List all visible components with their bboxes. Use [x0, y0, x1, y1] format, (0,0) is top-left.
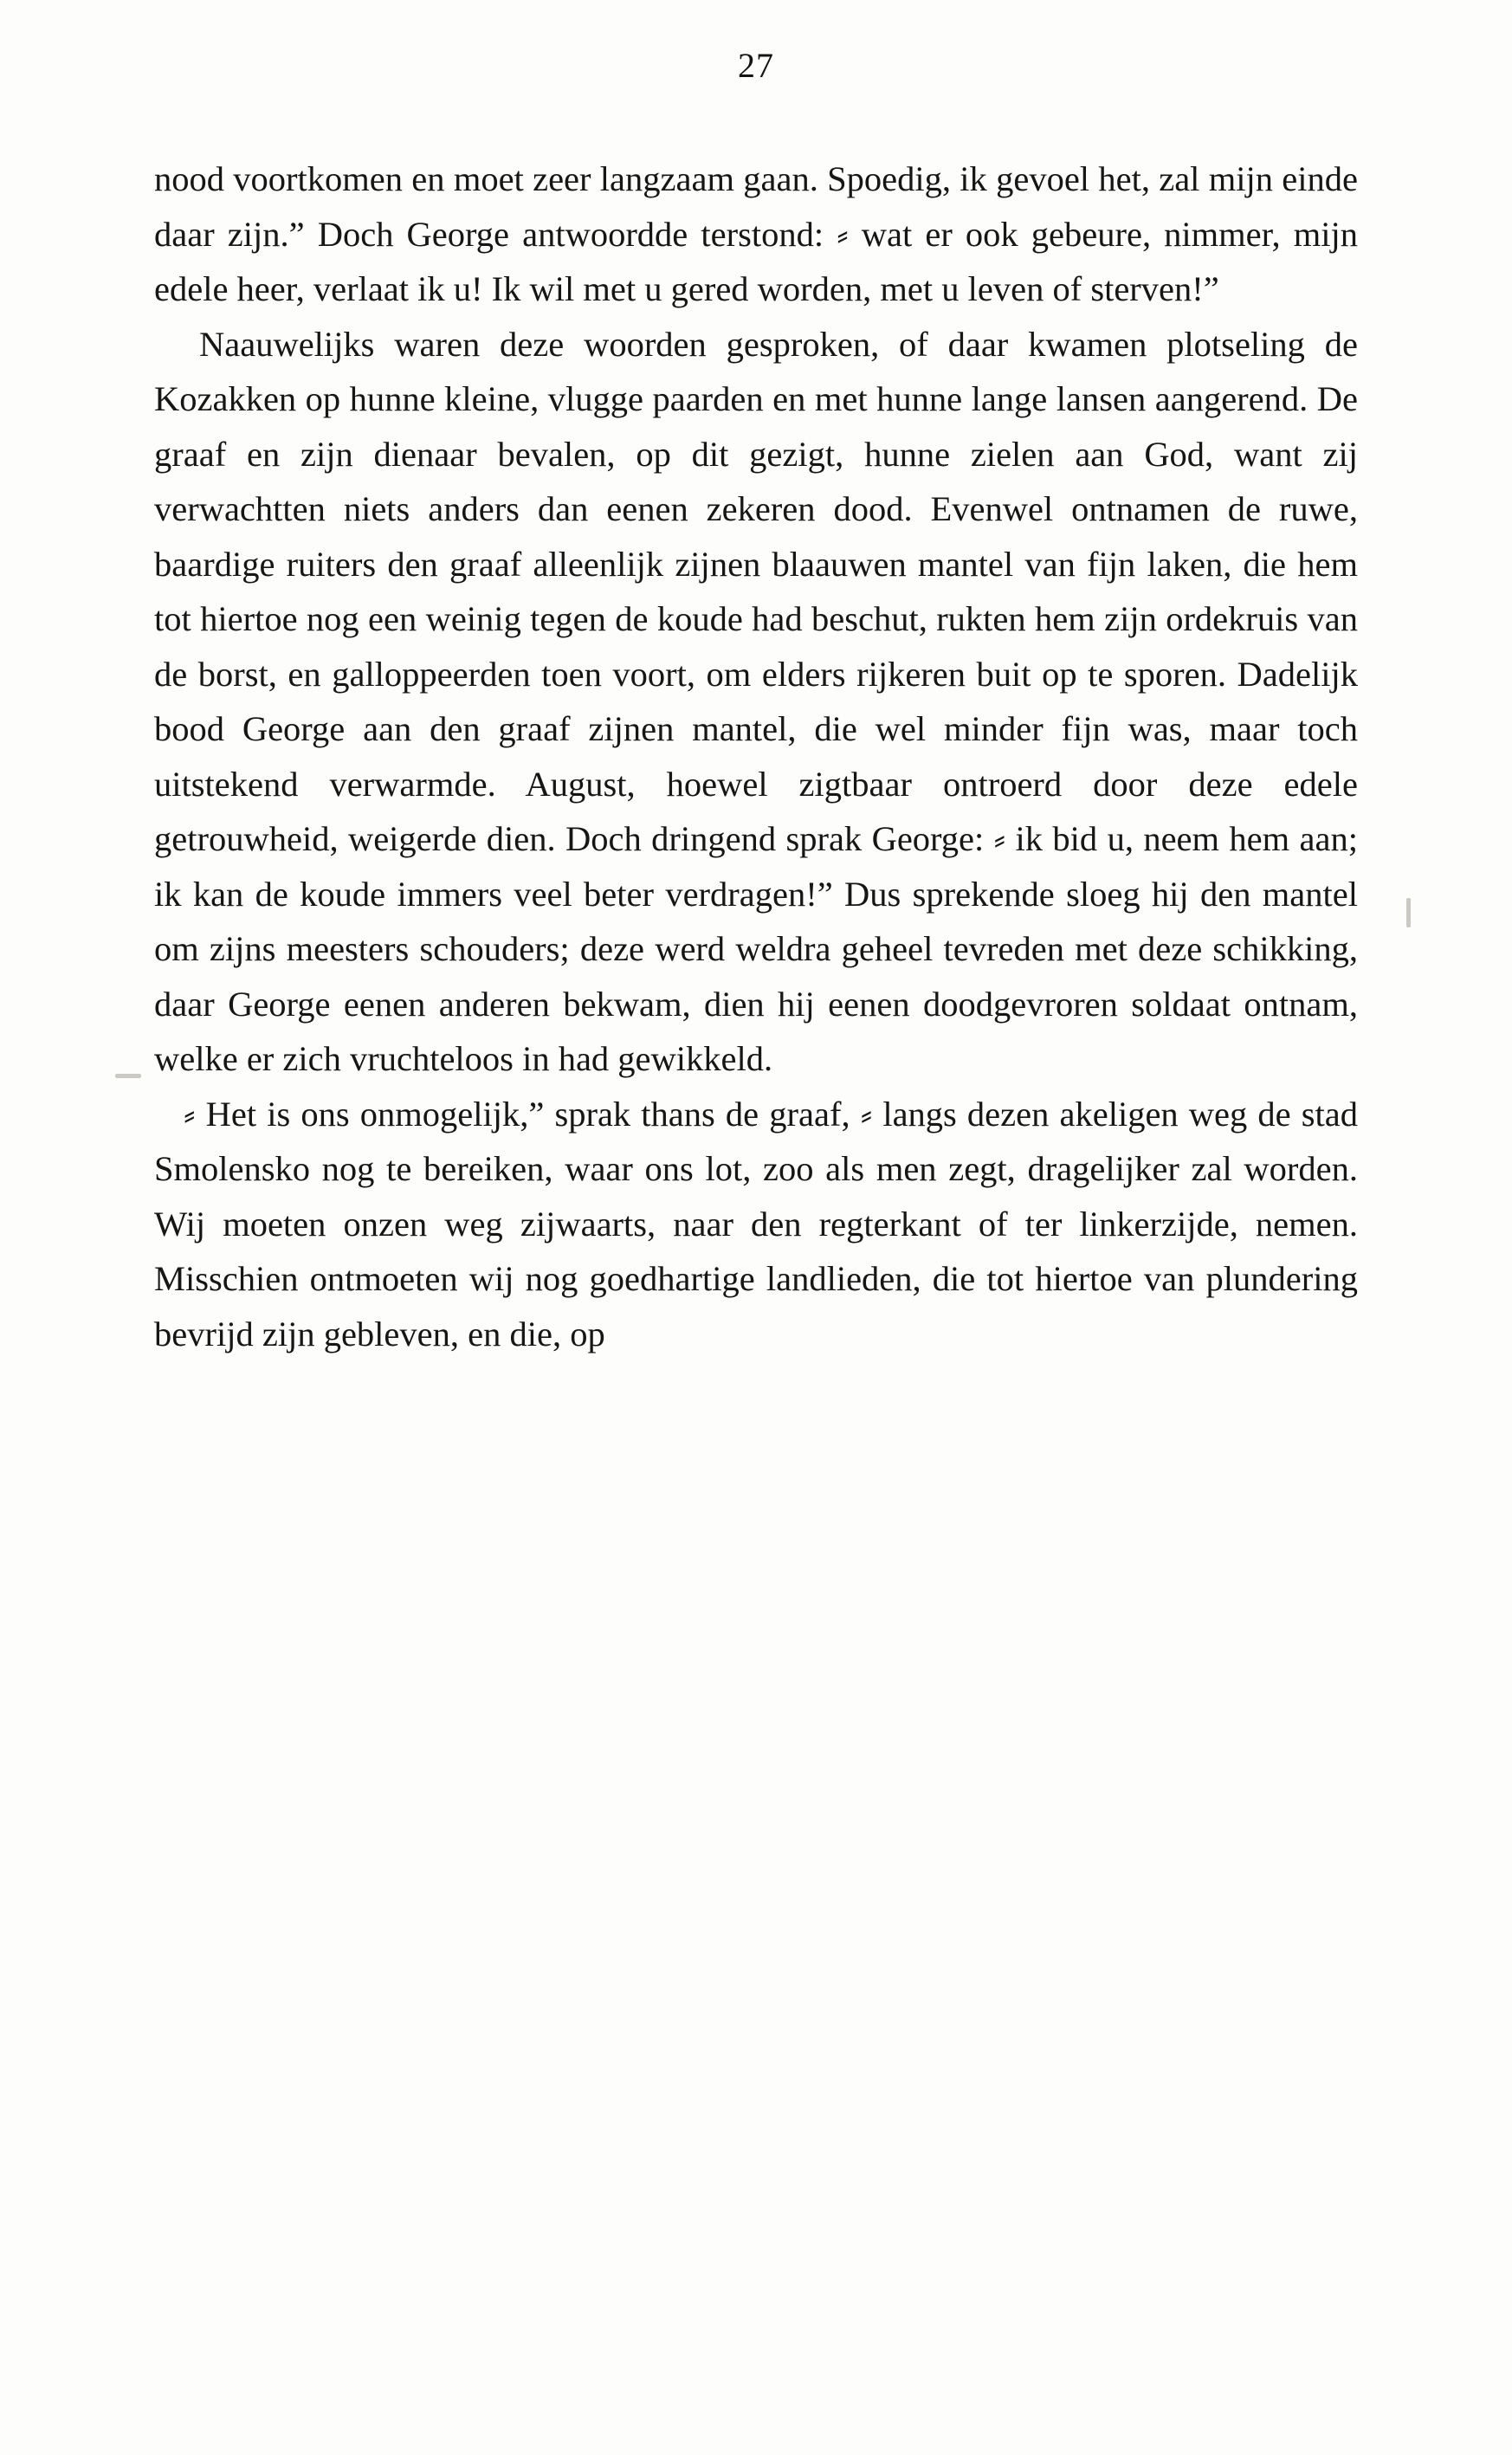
- paragraph-2: Naauwelijks waren deze woorden gesproken, of daar kwamen plotseling de Kozakken op hunne kleine, vlugge paarden en met hunne lange lansen aangerend. De graaf en zijn dienaar bevalen, op dit gezigt, hunne zielen aan God, want zij verwachtten niets anders dan eenen zekeren dood. Evenwel ontnamen de ruwe, baardige ruiters den graaf alleenlijk zijnen blaauwen mantel van fijn laken, die hem tot hiertoe nog een weinig tegen de koude had beschut, rukten hem zijn ordekruis van de borst, en galloppeerden toen voort, om elders rijkeren buit op te sporen. Dadelijk bood George aan den graaf zijnen mantel, die wel minder fijn was, maar toch uitstekend verwarmde. August, hoewel zigtbaar ontroerd door deze edele getrouwheid, weigerde dien. Doch dringend sprak George: ⸗ ik bid u, neem hem aan; ik kan de koude immers veel beter verdragen!” Dus sprekende sloeg hij den mantel om zijns meesters schouders; deze werd weldra geheel tevreden met deze schikking, daar George eenen anderen bekwam, dien hij eenen doodgevroren soldaat ontnam, welke er zich vruchteloos in had gewikkeld.: [154, 324, 1358, 1078]
- paragraph-3: ⸗ Het is ons onmogelijk,” sprak thans de graaf, ⸗ langs dezen akeligen weg de stad Smolensko nog te bereiken, waar ons lot, zoo als men zegt, dragelijker zal worden. Wij moeten onzen weg zijwaarts, naar den regterkant of ter linkerzijde, nemen. Misschien ontmoeten wij nog goedhartige landlieden, die tot hiertoe van plundering bevrijd zijn gebleven, en die, op: [154, 1094, 1358, 1353]
- body-text: [154, 152, 1358, 1361]
- page-number: 27: [738, 46, 774, 85]
- paragraph-1: nood voortkomen en moet zeer langzaam gaan. Spoedig, ik gevoel het, zal mijn einde daar zijn.” Doch George antwoordde terstond: ⸗ wat er ook gebeure, nimmer, mijn edele heer, verlaat ik u! Ik wil met u gered worden, met u leven of sterven!”: [154, 159, 1358, 308]
- scan-speck-right: [1406, 898, 1411, 927]
- scan-speck-left: [115, 1074, 141, 1078]
